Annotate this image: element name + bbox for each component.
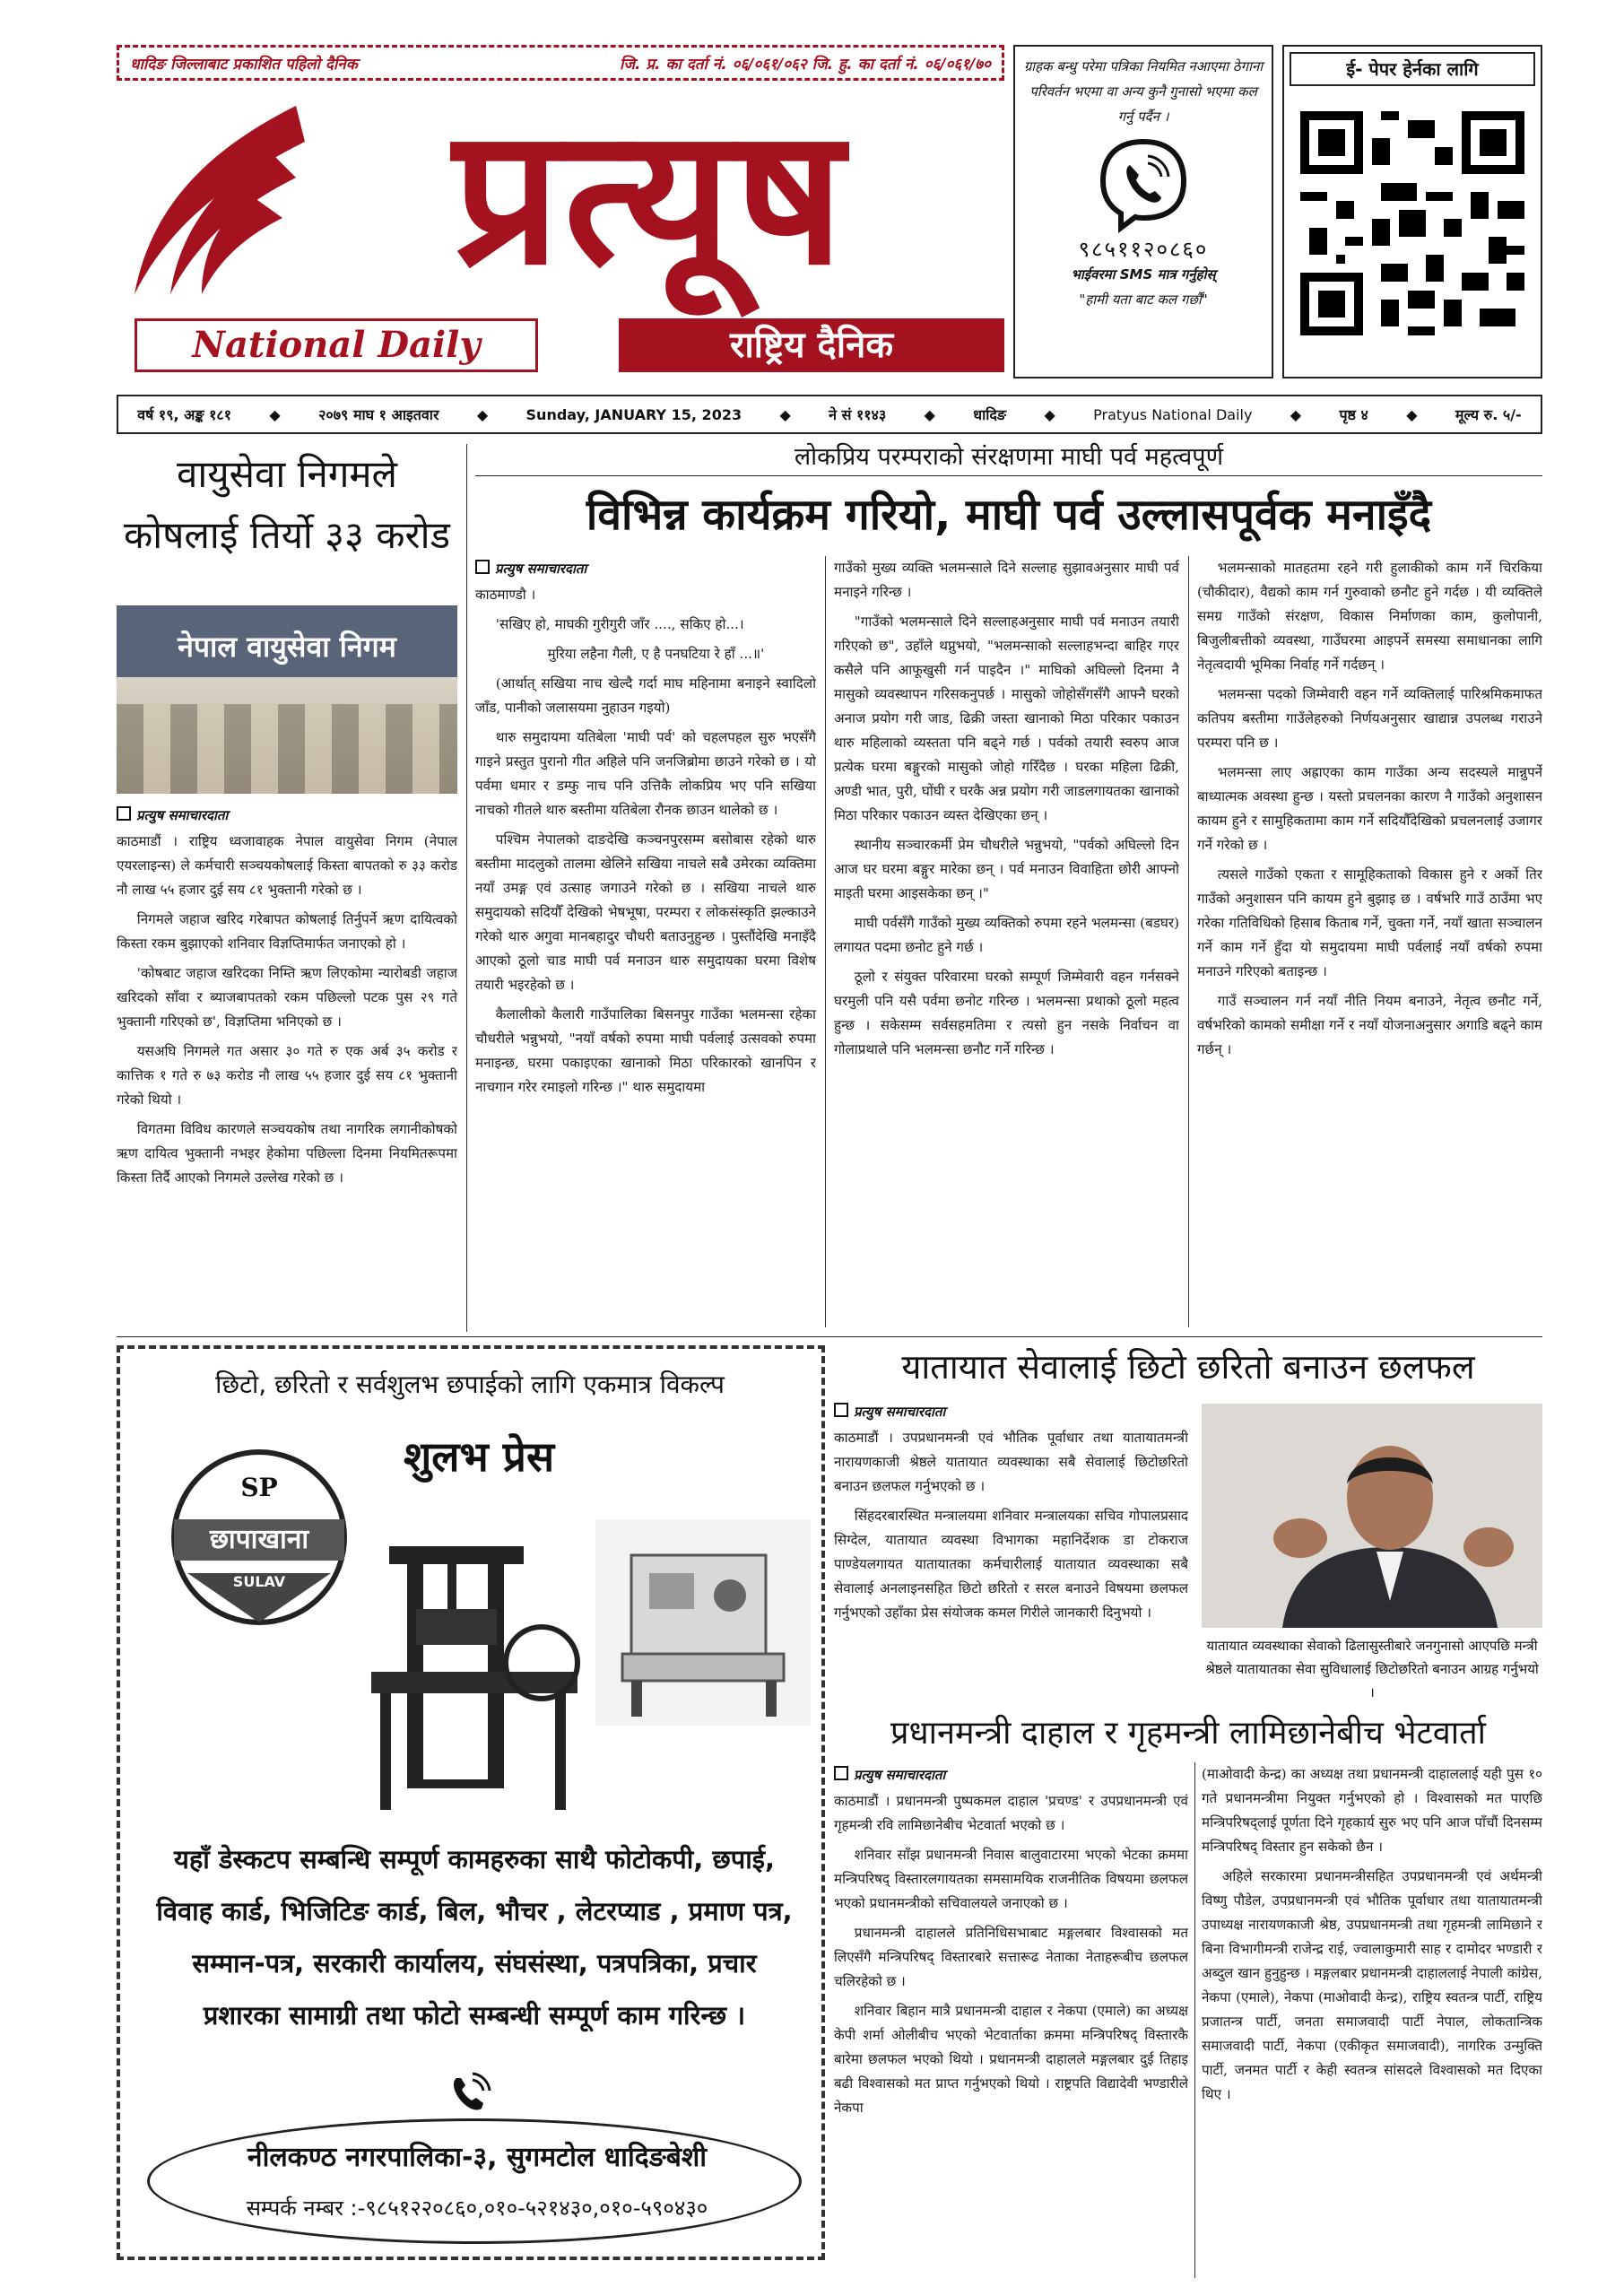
- dateline-sep-icon: ◆: [476, 405, 489, 423]
- transport-story-body: [834, 1399, 1188, 1704]
- column-divider: [1188, 556, 1189, 1327]
- left-story-headline: वायुसेवा निगमले कोषलाई तिर्यो ३३ करोड: [124, 452, 450, 557]
- transport-story-byline: प्रत्युष समाचारदाता: [834, 1403, 1188, 1421]
- transport-story-caption: यातायात व्यवस्थाका सेवाको ढिलासुस्तीबारे जनगुनासो आएपछि मन्त्री श्रेष्ठले यातायातका सेवा सुविधालाई छिटोछरितो बनाउन आग्रह गर्नुभयो ।: [1205, 1638, 1539, 1700]
- main-story-paragraph: ठूलो र संयुक्त परिवारमा घरको सम्पूर्ण जिम्मेवारी वहन गर्नसक्ने घरमुली पनि यसै पर्वमा छनोट गरिन्छ । भलमन्सा प्रथाको ठूलो महत्व हुन्छ । सकेसम्म सर्वसहमतिमा र त्यसो हुन नसके निर्वाचन वा गोलाप्रथाले पनि भलमन्सा छनौट गर्ने गरिन्छ ।: [834, 969, 1179, 1057]
- viber-slogan: "हामी यता बाट कल गर्छौं": [1079, 291, 1208, 308]
- column-divider: [1194, 1762, 1195, 2278]
- left-story-paragraph: विगतमा विविध कारणले सञ्चयकोष तथा नागरिक लगानीकोषको ऋण दायित्व भुक्तानी नभइर हेकोमा पछिल्ला दिनमा नियमितरूपमा किस्ता तिर्दै आएको निगमले उल्लेख गरेको छ ।: [117, 1121, 457, 1186]
- dateline-english-date: Sunday, JANUARY 15, 2023: [525, 405, 743, 423]
- main-story-paragraph: गाउँ सञ्चालन गर्न नयाँ नीति नियम बनाउने, नेतृत्व छनौट गर्ने, वर्षभरिको कामको समीक्षा गर्ने र नयाँ योजनाअनुसार अगाडि बढ्ने काम गर्छन् ।: [1197, 993, 1542, 1057]
- transport-story-paragraph: सिंहदरबारस्थित मन्त्रालयमा शनिवार मन्त्रालयका सचिव गोपालप्रसाद सिग्देल, यातायात व्यवस्था विभागका महानिर्देशक डा टोकराज पाण्डेयलगायत यातायातका कर्मचारीलाई यातायात व्यवस्थाका सबै सेवालाई अनलाइनसहित छिटो छरितो र सरल बनाउने विषयमा छलफल गर्नुभएको उहाँका प्रेस संयोजक कमल गिरीले जानकारी दिनुभयो ।: [834, 1508, 1188, 1621]
- ad-offset-printer-image: [595, 1519, 811, 1726]
- ad-press-machine-image: [353, 1528, 604, 1824]
- pm-story-headline: प्रधानमन्त्री दाहाल र गृहमन्त्री लामिछानेबीच भेटवार्ता: [890, 1715, 1486, 1752]
- masthead: [117, 45, 1004, 377]
- main-story-paragraph: गाउँको मुख्य व्यक्ति भलमन्साले दिने सल्लाह सुझावअनुसार माघी पर्व मनाइने गरिन्छ ।: [834, 560, 1179, 600]
- pm-story-paragraph: (माओवादी केन्द्र) का अध्यक्ष तथा प्रधानमन्त्री दाहाललाई यही पुस १० गते प्रधानमन्त्रीमा नियुक्त गर्नुभएको हो । विश्वासको मत पाएछि मन्त्रिपरिषद्लाई पूर्णता दिने गृहकार्य सुरु भए पनि आज पाँचौं दिनसम्म मन्त्रिपरिषद् विस्तार हुन सकेको छैन ।: [1202, 1766, 1542, 1855]
- transport-story-photo: [1202, 1404, 1542, 1628]
- masthead-tagline: धादिङ जिल्लाबाट प्रकाशित पहिलो दैनिक: [130, 55, 358, 74]
- main-story-paragraph: स्थानीय सञ्चारकर्मी प्रेम चौधरीले भन्नुभयो, "पर्वको अघिल्लो दिन आज घर घरमा बङ्गुर मारेका छन् । पर्व मनाउन विवाहिता छोरी आफ्नो माइती घरमा आइसकेका छन् ।": [834, 837, 1179, 901]
- main-story-paragraph: कैलालीको कैलारी गाउँपालिका बिसनपुर गाउँका भलमन्सा रहेका चौधरीले भन्नुभयो, "नयाँ वर्षको रुपमा माघी पर्वलाई उत्सवको रुपमा मनाइन्छ, घरमा पकाइएका खानाको मिठा परिकारको खानपिन र नाचगान गरेर रमाइलो गरिन्छ ।" थारु समुदायमा: [475, 1006, 816, 1095]
- ad-logo-en: SULAV: [232, 1573, 286, 1590]
- main-story-paragraph: "गाउँको भलमन्साले दिने सल्लाहअनुसार माघी पर्व मनाउन तयारी गरिएको छ", उहाँले थप्नुभयो, "भलमन्साको सल्लाहभन्दा बाहिर गएर कसैले पनि आफूखुसी गर्न पाइदैन ।" माघिको अघिल्लो दिनमा नै मासुको व्यवस्थापन गरिसकनुपर्छ । मासुको जोहोसँगसँगै आफ्नै घरको अनाज प्रयोग गरी जाड, ढिक्री जस्ता खानाको मिठा परिकार पकाउन थारु महिलाको व्यस्तता पनि बढ्ने गर्छ । पर्वको तयारी स्वरुप आज प्रत्येक घरमा बङ्गुरको मासुको जोहो गरिँदैछ । घरका महिला ढिक्री, अण्डी भात, पुरी, घोंघी र घरकै अन्न प्रयोग गरी जाडलगायतका खानाको मिठा परिकार पकाउन व्यस्त देखिएका छन् ।: [834, 613, 1179, 823]
- epaper-box: [1282, 45, 1542, 378]
- column-divider: [466, 444, 467, 1332]
- left-story-paragraph: यसअघि निगमले गत असार ३० गते रु एक अर्ब ३५ करोड र कात्तिक १ गते रु ७३ करोड नौ लाख ५५ हजार दुई सय ८१ भुक्तानी गरेको थियो ।: [117, 1043, 457, 1108]
- main-story-byline: प्रत्युष समाचारदाता: [475, 560, 816, 578]
- dateline-sep-icon: ◆: [779, 405, 791, 423]
- pm-story-paragraph: शनिवार बिहान मात्रै प्रधानमन्त्री दाहाल र नेकपा (एमाले) का अध्यक्ष केपी शर्मा ओलीबीच भएको भेटवार्ताका क्रममा मन्त्रिपरिषद् विस्तारकै बारेमा छलफल भएको थियो । प्रधानमन्त्री दाहालले मङ्गलबार दुई तिहाइ बढी विश्वासको मत प्राप्त गर्नुभएको थियो । राष्ट्रपति विद्यादेवी भण्डारीले नेकपा: [834, 2003, 1188, 2116]
- masthead-tagline-bar: [117, 45, 1004, 81]
- main-story-paragraph: पश्चिम नेपालको दाङदेखि कञ्चनपुरसम्म बसोबास रहेको थारु बस्तीमा मादलुको तालमा खेलिने सखिया नाचले सबै उमेरका व्यक्तिमा नयाँ उमङ्ग एवं उत्साह जगाउने गरेको छ । सखिया नाचले थारु समुदायको सदियौँ देखिको भेषभूषा, परम्परा र लोकसंस्कृति झल्काउने गरेको थारु अगुवा मानबहादुर चौधरी बताउनुहुन्छ । पुस्तौंदेखि मनाइँदै आएको ठूलो चाड माघी पर्व मनाउन थारु समुदायका घरमा विशेष तयारी भइरहेको छ ।: [475, 831, 816, 993]
- pm-story-col1-body: [834, 1789, 1188, 2126]
- ad-logo-text: छापाखाना: [174, 1519, 344, 1561]
- left-story-photo: [117, 605, 457, 794]
- dateline-nepali-date: २०७९ माघ १ आइतवार: [318, 406, 439, 423]
- main-story-col3: [1197, 556, 1542, 1327]
- left-story-paragraph: काठमाडौं । राष्ट्रिय ध्वजावाहक नेपाल वायुसेवा निगम (नेपाल एयरलाइन्स) ले कर्मचारी सञ्चयकोषलाई किस्ता बापतको रु ३३ करोड नौ लाख ५५ हजार दुई सय ८१ भुक्तानी गरेको छ ।: [117, 833, 457, 898]
- section-divider: [117, 1336, 1542, 1337]
- dateline-page: पृष्ठ ४: [1339, 406, 1368, 423]
- dateline-place: धादिङ: [973, 406, 1007, 423]
- dateline-sep-icon: ◆: [269, 405, 281, 423]
- main-story-paragraph: भलमन्साको मातहतमा रहने गरी हुलाकीको काम गर्ने चिरकिया (चौकीदार), वैद्यको काम गर्न गुरुवाको छनौट हुने गर्दछ । यी व्यक्तिले समग्र गाउँको संरक्षण, विकास निर्माणका काम, कुलोपानी, बिजुलीबत्तीको व्यवस्था, गाउँघरमा आइपर्ने समस्या समाधानका लागि नेतृत्वदायी भूमिका निर्वाह गर्ने गर्दछन् ।: [1197, 560, 1542, 673]
- viber-number: ९८५११२०८६०: [1078, 237, 1209, 262]
- reader-notice-text: ग्राहक बन्धु परेमा पत्रिका नियमित नआएमा ठेगाना परिवर्तन भएमा वा अन्य कुनै गुनासो भएमा कल गर्नु पर्दैन ।: [1023, 58, 1264, 125]
- transport-story-headline: यातायात सेवालाई छिटो छरितो बनाउन छलफल: [901, 1347, 1475, 1387]
- dateline-ns: ने सं ११४३: [829, 406, 887, 423]
- main-story-col1-body: [475, 583, 816, 1105]
- pm-story-col1: [834, 1762, 1188, 2278]
- left-story-paragraph: 'कोषबाट जहाज खरिदका निम्ति ऋण लिएकोमा न्यारोबडी जहाज खरिदको साँवा र ब्याजबापतको रकम पछिल्लो पटक पुस २९ गते भुक्तानी गरिएको छ', विज्ञप्तिमा भनिएको छ ।: [117, 965, 457, 1030]
- dateline-sep-icon: ◆: [924, 405, 935, 423]
- epaper-qr-code[interactable]: [1291, 102, 1533, 344]
- ad-contact-oval: [147, 2118, 802, 2244]
- masthead-swoosh-logo: [117, 88, 314, 303]
- dateline-price: मूल्य रु. ५/-: [1455, 406, 1522, 423]
- pm-story-paragraph: काठमाडौं । प्रधानमन्त्री पुष्पकमल दाहाल 'प्रचण्ड' र उपप्रधानमन्त्री एवं गृहमन्त्री रवि लामिछानेबीच भेटवार्ता भएको छ ।: [834, 1793, 1188, 1833]
- left-story-photo-sign: नेपाल वायुसेवा निगम: [178, 630, 396, 664]
- ad-top-line: छिटो, छरितो र सर्वशुलभ छपाईको लागि एकमात्र विकल्प: [215, 1370, 725, 1399]
- left-story-paragraph: निगमले जहाज खरिद गरेबापत कोषलाई तिर्नुपर्ने ऋण दायित्वको किस्ता रकम बुझाएको शनिवार विज्ञप्तिमार्फत जनाएको हो ।: [117, 911, 457, 952]
- main-story-paragraph: 'सखिए हो, माघकी गुरीगुरी जाँर ...., सकिए हो...।: [495, 616, 744, 632]
- masthead-title: प्रत्यूष: [453, 87, 847, 307]
- reader-notice-box: [1013, 45, 1273, 378]
- dateline-paper: Pratyus National Daily: [1093, 405, 1253, 423]
- pm-story-byline: प्रत्युष समाचारदाता: [834, 1766, 1188, 1784]
- main-story-paragraph: त्यसले गाउँको एकता र सामूहिकताको विकास हुने र अर्को तिर गाउँको अनुशासन पनि कायम हुने बुझाइ छ । वर्षभरि गाउँ ठाउँमा भए गरेका गतिविधिको हिसाब किताब गर्ने, चुक्ता गर्ने, नयाँ खाता सञ्चालन गर्ने काम गर्ने हुँदा यो समुदायमा माघी पर्वलाई नयाँ वर्षको रुपमा मनाउने गरिएको बताइन्छ ।: [1197, 866, 1542, 979]
- pm-story-paragraph: शनिवार साँझ प्रधानमन्त्री निवास बालुवाटारमा भएको भेटका क्रममा मन्त्रिपरिषद् विस्तारलगायतका समसामयिक राजनीतिक विषयमा छलफल भएको प्रधानमन्त्रीको सचिवालयले जनाएको छ ।: [834, 1847, 1188, 1911]
- kicker-underline: [475, 475, 1542, 476]
- transport-story-paragraph: काठमाडौं । उपप्रधानमन्त्री एवं भौतिक पूर्वाधार तथा यातायातमन्त्री नारायणकाजी श्रेष्ठले यातायात व्यवस्थाका सबै सेवालाई छिटोछरितो बनाउन छलफल गर्नुभएको छ ।: [834, 1430, 1188, 1494]
- ad-press-logo: [156, 1439, 362, 1636]
- epaper-label: ई- पेपर हेर्नका लागि: [1290, 52, 1535, 86]
- dateline-sep-icon: ◆: [1044, 405, 1055, 423]
- left-story-photo-windows: [117, 704, 457, 794]
- masthead-registration: जि. प्र. का दर्ता नं. ०६/०६१/०६२ जि. हु. का दर्ता नं. ०६/०६१/७०: [619, 55, 991, 74]
- dateline-bar: [117, 395, 1542, 434]
- pm-story-paragraph: अहिले सरकारमा प्रधानमन्त्रीसहित उपप्रधानमन्त्री एवं अर्थमन्त्री विष्णु पौडेल, उपप्रधानमन्त्री एवं भौतिक पूर्वाधार तथा यातायातमन्त्री उपाध्यक्ष नारायणकाजी श्रेष्ठ, उपप्रधानमन्त्री तथा गृहमन्त्री लामिछाने र बिना विभागीमन्त्री राजेन्द्र राई, ज्वालाकुमारी साह र दामोदर भण्डारी र अब्दुल खान हुनुहुन्छ । मङ्गलबार प्रधानमन्त्री दाहाललाई नेपाली कांग्रेस, नेकपा (एमाले), नेकपा (माओवादी केन्द्र), राष्ट्रिय स्वतन्त्र पार्टी, राष्ट्रिय प्रजातन्त्र पार्टी, जनता समाजवादी पार्टी नेपाल, लोकतान्त्रिक समाजवादी पार्टी, नेकपा (एकीकृत समाजवादी), नागरिक उन्मुक्ति पार्टी, जनमत पार्टी र केही स्वतन्त्र सांसदले विश्वासको मत दिएका थिए ।: [1202, 1868, 1542, 2102]
- left-story: [117, 444, 457, 1332]
- viber-phone-icon: [1094, 135, 1193, 233]
- left-story-byline: प्रत्युष समाचारदाता: [117, 806, 457, 824]
- pm-story-paragraph: प्रधानमन्त्री दाहालले प्रतिनिधिसभाबाट मङ्गलबार विश्वासको मत लिएसँगै मन्त्रिपरिषद् विस्तारबारे सत्तारूढ नेताका नेताहरूबीच छलफल चलिरहेको छ ।: [834, 1925, 1188, 1989]
- ad-contact-numbers: सम्पर्क नम्बर :-९८५१२२०८६०,०१०-५२१४३०,०१०-५९०४३०: [246, 2196, 708, 2221]
- dateline-sep-icon: ◆: [1290, 405, 1302, 423]
- ad-press-name: शुलभ प्रेस: [403, 1432, 555, 1481]
- column-divider: [825, 556, 826, 1327]
- ad-address: नीलकण्ठ नगरपालिका-३, सुगमटोल धादिङबेशी: [247, 2142, 708, 2173]
- main-story-paragraph: (आर्थात् सखिया नाच खेल्दै गर्दा माघ महिनामा बनाइने स्वादिलो जाँड, पानीको जलासयमा नुहाउन गइयो): [475, 675, 816, 716]
- ad-services: यहाँ डेस्कटप सम्बन्धि सम्पूर्ण कामहरुका साथै फोटोकपी, छपाई, विवाह कार्ड, भिजिटिङ कार्ड, बिल, भौचर , लेटरप्याड , प्रमाण पत्र, सम्मान-पत्र, सरकारी कार्यालय, संघसंस्था, पत्रपत्रिका, प्रचार प्रशारका सामाग्री तथा फोटो सम्बन्धी सम्पूर्ण काम गरिन्छ ।: [156, 1844, 793, 2031]
- transport-story-text: [834, 1426, 1188, 1631]
- pm-story-col2: [1202, 1762, 1542, 2278]
- masthead-nepali-subtitle: राष्ट्रिय दैनिक: [619, 318, 1004, 372]
- ad-logo-initials: SP: [240, 1473, 278, 1502]
- main-story-col1: [475, 556, 816, 1327]
- dateline-volume: वर्ष १९, अङ्क १८१: [137, 406, 232, 423]
- left-story-body: [117, 830, 457, 1196]
- main-story-paragraph: काठमाण्डौ ।: [475, 587, 536, 603]
- main-story-paragraph: मुरिया लहैना गैली, ए है पनघटिया रे हाँ ...॥': [547, 646, 765, 662]
- main-story-col2: [834, 556, 1179, 1327]
- main-story-headline: विभिन्न कार्यक्रम गरियो, माघी पर्व उल्लासपूर्वक मनाइँदै: [586, 490, 1432, 540]
- main-story-paragraph: भलमन्सा पदको जिम्मेवारी वहन गर्ने व्यक्तिलाई पारिश्रमिकमाफत कतिपय बस्तीमा गाउँलेहरुको निर्णयअनुसार खाद्यान्न उपलब्ध गराउने परम्परा पनि छ ।: [1197, 686, 1542, 751]
- main-story-paragraph: माघी पर्वसँगै गाउँको मुख्य व्यक्तिको रुपमा रहने भलमन्सा (बडघर) लगायत पदमा छनोट हुने गर्छ ।: [834, 915, 1179, 955]
- viber-sms-note: भाईवरमा SMS मात्र गर्नुहोस्: [1071, 266, 1216, 283]
- dateline-sep-icon: ◆: [1406, 405, 1418, 423]
- ad-phone-icon: [447, 2071, 492, 2116]
- masthead-english-name: National Daily: [135, 318, 538, 372]
- main-story-paragraph: भलमन्सा लाए अह्राएका काम गाउँका अन्य सदस्यले मान्नुपर्ने बाध्यात्मक अवस्था हुन्छ । यस्तो प्रचलनका कारण नै गाउँको अनुशासन कायम हुने र सामुहिकतामा काम गर्ने सदियौँदेखिको प्रचलनलाई उजागर गर्ने गरेको छ ।: [1197, 764, 1542, 853]
- main-story-kicker: लोकप्रिय परम्पराको संरक्षणमा माघी पर्व महत्वपूर्ण: [794, 443, 1224, 471]
- main-story-paragraph: थारु समुदायमा यतिबेला 'माघी पर्व' को चहलपहल सुरु भएसँगै गाइने प्रस्तुत पुरानो गीत अहिले पनि जनजिब्रोमा छाउने गरेको छ । यो पर्वमा धमार र डम्फु नाच पनि उत्तिकै लोकप्रिय भए पनि सखिया नाचको गीतले थारु बस्तीमा यतिबेला रौनक छाउन थालेको छ ।: [475, 729, 816, 818]
- press-advertisement: [117, 1345, 825, 2260]
- minister-portrait-icon: [1202, 1404, 1542, 1628]
